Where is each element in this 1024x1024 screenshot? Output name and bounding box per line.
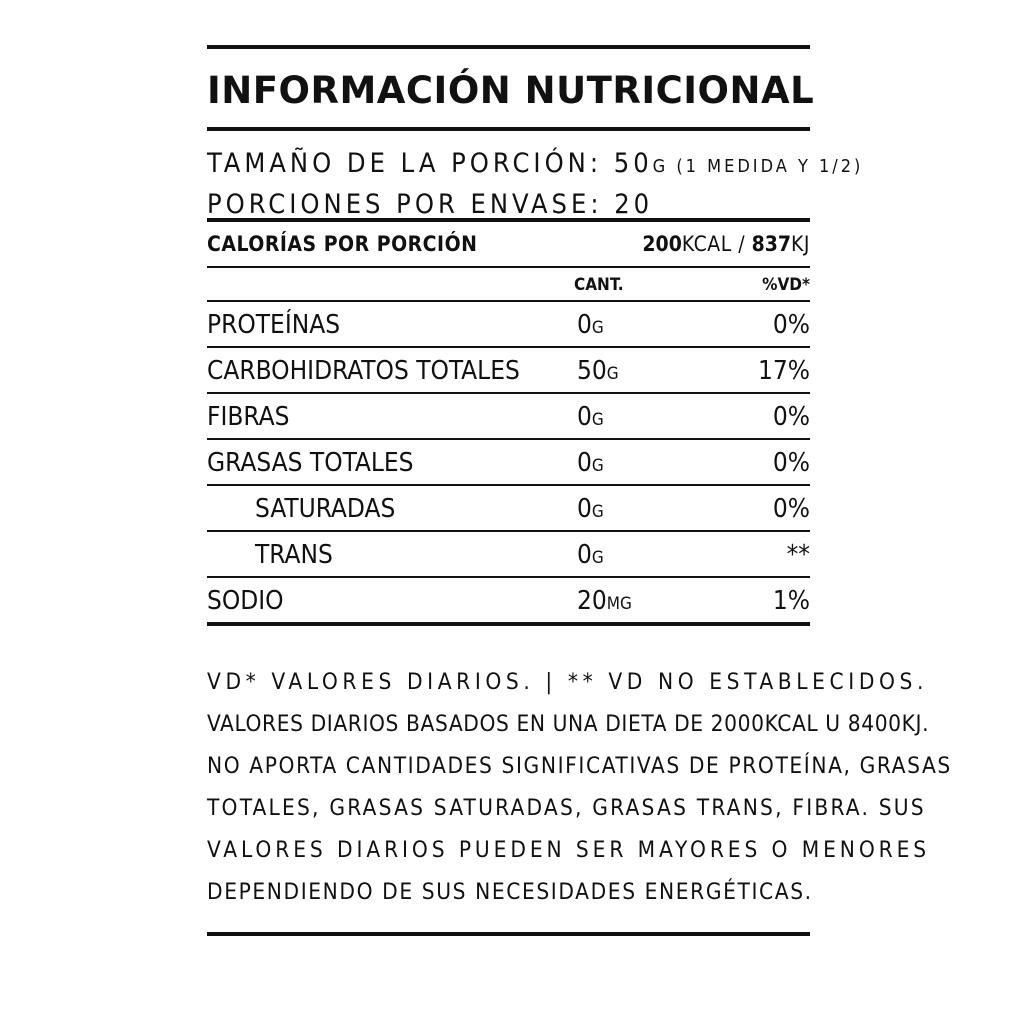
footnote-line: NO APORTA CANTIDADES SIGNIFICATIVAS DE PROTEÍNA, GRASAS — [207, 753, 952, 779]
nutrient-name: TRANS — [255, 540, 333, 570]
serving-size-unit: G — [652, 156, 669, 177]
nutrient-amount — [577, 348, 619, 397]
nutrient-amount-unit: MG — [606, 594, 632, 614]
nutrient-amount — [577, 440, 604, 489]
nutrient-row-sodio — [207, 578, 810, 622]
nutrient-amount-value: 0 — [577, 310, 592, 340]
nutrient-amount-unit: G — [591, 410, 604, 430]
nutrient-row-carbohidratos — [207, 348, 810, 392]
nutrient-name: SODIO — [207, 586, 284, 616]
nutrient-amount — [577, 394, 604, 443]
nutrient-amount — [577, 578, 632, 627]
column-amount: CANT. — [574, 275, 624, 295]
nutrient-name: FIBRAS — [207, 402, 290, 432]
footnote-line: VD* VALORES DIARIOS. | ** VD NO ESTABLECIDOS. — [207, 669, 929, 695]
nutrient-amount-unit: G — [591, 456, 604, 476]
footnotes — [207, 626, 952, 932]
label-title: INFORMACIÓN NUTRICIONAL — [207, 69, 815, 112]
column-dv: %VD* — [762, 275, 810, 295]
footnote-line: VALORES DIARIOS PUEDEN SER MAYORES O MENORES — [207, 837, 931, 863]
nutrient-row-saturadas — [207, 486, 810, 530]
nutrient-amount-value: 0 — [577, 402, 592, 432]
calories-label: CALORÍAS POR PORCIÓN — [207, 232, 478, 256]
calories-kcal-unit: KCAL / — [681, 232, 752, 256]
nutrient-amount-unit: G — [606, 364, 619, 384]
servings-per-container: PORCIONES POR ENVASE: 20 — [207, 189, 654, 220]
nutrient-row-trans — [207, 532, 810, 576]
nutrient-dv: 0% — [772, 310, 810, 340]
footnote-line: DEPENDIENDO DE SUS NECESIDADES ENERGÉTICAS. — [207, 879, 813, 905]
nutrient-name: CARBOHIDRATOS TOTALES — [207, 356, 520, 386]
nutrient-dv: ** — [786, 540, 810, 570]
serving-info — [207, 131, 864, 220]
nutrient-amount-value: 20 — [577, 586, 607, 616]
nutrient-row-fibras — [207, 394, 810, 438]
nutrient-amount-value: 0 — [577, 494, 592, 524]
nutrient-row-proteinas — [207, 302, 810, 346]
calories-kj-unit: KJ — [791, 232, 810, 256]
bottom-rule — [207, 932, 810, 936]
nutrient-dv: 0% — [772, 448, 810, 478]
footnote-line: VALORES DIARIOS BASADOS EN UNA DIETA DE 2000KCAL U 8400KJ. — [207, 711, 930, 737]
nutrient-amount — [577, 302, 604, 351]
nutrient-name: SATURADAS — [255, 494, 396, 524]
nutrient-dv: 17% — [758, 356, 810, 386]
nutrient-dv: 1% — [772, 586, 810, 616]
calories-row — [207, 222, 810, 266]
column-headers — [207, 268, 810, 300]
nutrient-name: GRASAS TOTALES — [207, 448, 414, 478]
nutrient-amount-unit: G — [591, 502, 604, 522]
nutrient-dv: 0% — [772, 402, 810, 432]
nutrient-amount-value: 0 — [577, 540, 592, 570]
nutrient-amount-unit: G — [591, 548, 604, 568]
footnote-line: TOTALES, GRASAS SATURADAS, GRASAS TRANS, FIBRA. SUS — [207, 795, 926, 821]
nutrition-facts-label — [207, 45, 952, 936]
nutrient-amount — [577, 532, 604, 581]
calories-kcal: 200 — [642, 232, 682, 256]
nutrient-dv: 0% — [772, 494, 810, 524]
nutrient-amount-value: 0 — [577, 448, 592, 478]
calories-value — [642, 232, 810, 256]
calories-kj: 837 — [751, 232, 792, 256]
nutrient-name: PROTEÍNAS — [207, 310, 341, 340]
serving-size-label: TAMAÑO DE LA PORCIÓN: 50 — [207, 148, 653, 179]
serving-size — [207, 145, 864, 186]
serving-size-note: (1 MEDIDA Y 1/2) — [668, 156, 864, 177]
nutrient-amount-value: 50 — [577, 356, 607, 386]
nutrient-amount-unit: G — [591, 318, 604, 338]
nutrient-amount — [577, 486, 604, 535]
nutrient-row-grasas-totales — [207, 440, 810, 484]
